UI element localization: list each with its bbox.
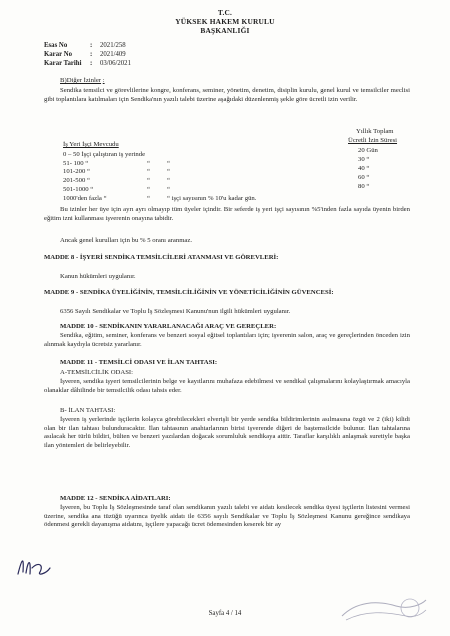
meta-value: 2021/409: [100, 51, 126, 58]
table-row: [63, 177, 367, 186]
header-tc: T.C.: [217, 8, 233, 17]
meta-value: 03/06/2021: [100, 60, 131, 67]
table-cell-ditto: “: [167, 185, 170, 193]
table-cell-ditto: “: [147, 159, 150, 167]
madde-12-title: MADDE 12 - SENDİKA AİDATLARI:: [60, 495, 171, 502]
meta-colon: :: [90, 51, 93, 58]
section-b-paragraph-2: Bu izinler her üye için ayrı ayrı olmayıp tüm üyeler içindir. Bir seferde iş yeri işçi sayısının %5'inden fazla sayıda üyenin birden eğitim izni kullanması işverenin onayına tabidir.: [44, 206, 410, 222]
meta-label: Karar No: [44, 51, 73, 58]
meta-tarih: [44, 60, 131, 67]
madde-9-body: 6356 Sayılı Sendikalar ve Toplu İş Sözleşmesi Kanunu'nun ilgili hükümleri uygulanır.: [60, 308, 291, 315]
madde-10-title: MADDE 10 - SENDİKANIN YARARLANACAĞI ARAÇ VE GEREÇLER:: [60, 323, 277, 330]
madde-12-body: İşveren, bu Toplu İş Sözleşmesinde taraf olan sendikanın yazılı talebi ve aidatı kesilecek sendika üyesi işçilerin listesini vermesi üzerine, sendika ana tüzüğü uyarınca üyelik aidatı ile 6356 sayılı Sendikalar ve Toplu İş Sözleşmesi Kanunu gereğince sendikaya ödenmesi gerekli dayanışma aidatını, işçilere yapacağı ücret ödemesinden keserek bir ay: [44, 504, 410, 529]
madde-9-title: MADDE 9 - SENDİKA ÜYELİĞİNİN, TEMSİLCİLİĞİNİN VE YÖNETİCİLİĞİNİN GÜVENCESİ:: [44, 289, 334, 296]
meta-colon: :: [90, 60, 93, 67]
table-cell-range: 101-200 “: [63, 168, 90, 176]
table-cell-range: 501-1000 “: [63, 185, 94, 193]
meta-esas: [44, 42, 126, 49]
table-header-left: İş Yeri İşçi Mevcudu: [63, 141, 119, 148]
page-number: Sayfa 4 / 14: [208, 610, 242, 617]
table-cell-note: “ işçi sayısının % 10'u kadar gün.: [167, 194, 257, 202]
table-cell-ditto: “: [147, 168, 150, 176]
table-cell-range: 201-500 “: [63, 177, 90, 185]
leave-days-column: [358, 146, 378, 191]
table-cell-ditto: “: [167, 177, 170, 185]
madde-11-sub-b: B- İLAN TAHTASI:: [60, 407, 116, 414]
section-b-paragraph-1: Sendika temsilci ve görevlilerine kongre, konferans, seminer, yönetim, denetim, disiplin kurulu, genel kurul ve temsilciler meclisi gibi toplantılara katılmaları için Sendika'nın yazılı talebi üzerine aşağıdaki düzenlenmiş şekle göre ücretli izin verilir.: [44, 87, 410, 103]
table-cell-ditto: “: [167, 168, 170, 176]
meta-label: Karar Tarihi: [44, 60, 82, 67]
madde-11-body-a: İşveren, sendika işyeri temsilcilerinin belge ve kayıtlarını muhafaza edebilmesi ve sendikal çalışmalarını kolaylaştırmak amacıyla olanaklar dâhilinde bir temsilcilik odası tahsis eder.: [44, 378, 410, 394]
table-cell-range: 51- 100 “: [63, 159, 89, 167]
section-b-title: B)Diğer İzinler: [60, 77, 102, 84]
table-row: [63, 151, 367, 160]
table-cell-days: 80 “: [358, 183, 370, 190]
table-row: [63, 195, 367, 204]
section-b-colon: :: [102, 77, 105, 84]
handwritten-signature: [14, 548, 54, 582]
meta-colon: :: [90, 42, 93, 49]
madde-8-title: MADDE 8 - İŞYERİ SENDİKA TEMSİLCİLERİ ATANMASI VE GÖREVLERİ:: [44, 254, 279, 261]
table-cell-days: 20 Gün: [358, 147, 378, 154]
table-cell-days: 40 “: [358, 165, 370, 172]
madde-8-body: Kanun hükümleri uygulanır.: [60, 273, 136, 280]
madde-11-body-b: İşveren iş yerlerinde işçilerin kolayca görebilecekleri elverişli bir yerde sendika bildirimlerinin asılmasına özgü ve 2 (iki) kilidi olan bir ilan tahtası bulunduracaktır. İlan tahtasının anahtarlarının birisi işverende diğeri de baştemsilcide bulunur. İlan tahtalarına asılacak her türlü bildiri, bülten ve benzeri yazılardan doğacak sorumluluk sendikaya aittir. Taraflar karşılıklı anlaşmak suretiyle başka ilan yöntemleri de belirleyebilir.: [44, 416, 410, 449]
meta-label: Esas No: [44, 42, 68, 49]
table-cell-range: 0 – 50 İşçi çalıştıran iş yerinde: [63, 151, 146, 158]
header-institution: YÜKSEK HAKEM KURULU: [175, 17, 275, 26]
table-cell-ditto: “: [147, 185, 150, 193]
madde-11-title: MADDE 11 - TEMSİLCİ ODASI VE İLAN TAHTASI:: [60, 359, 218, 366]
madde-10-body: Sendika, eğitim, seminer, konferans ve benzeri sosyal eğitsel toplantıları için; işverenin salon, araç ve gereçlerinden önceden izin alınmak kaydıyla ücretsiz yararlanır.: [44, 332, 410, 348]
table-cell-range: 1000'den fazla “: [63, 194, 107, 202]
table-row: [63, 186, 367, 195]
table-header-right-1: Yıllık Toplam: [356, 128, 394, 135]
meta-value: 2021/258: [100, 42, 126, 49]
table-row: [63, 168, 367, 177]
section-b-paragraph-3: Ancak genel kurulları için bu % 5 oranı aranmaz.: [60, 237, 193, 244]
section-b-heading: [60, 77, 105, 86]
table-row: [63, 160, 367, 169]
header-presidency: BAŞKANLIĞI: [200, 26, 250, 35]
table-cell-ditto: “: [167, 159, 170, 167]
madde-11-sub-a: A-TEMSİLCİLİK ODASI:: [60, 369, 133, 376]
table-cell-ditto: “: [147, 194, 150, 202]
leave-table: [63, 151, 367, 203]
table-cell-days: 30 “: [358, 156, 370, 163]
meta-karar: [44, 51, 126, 58]
table-header-right-2: Ücretli İzin Süresi: [348, 137, 398, 144]
table-cell-ditto: “: [147, 177, 150, 185]
table-cell-days: 60 “: [358, 174, 370, 181]
